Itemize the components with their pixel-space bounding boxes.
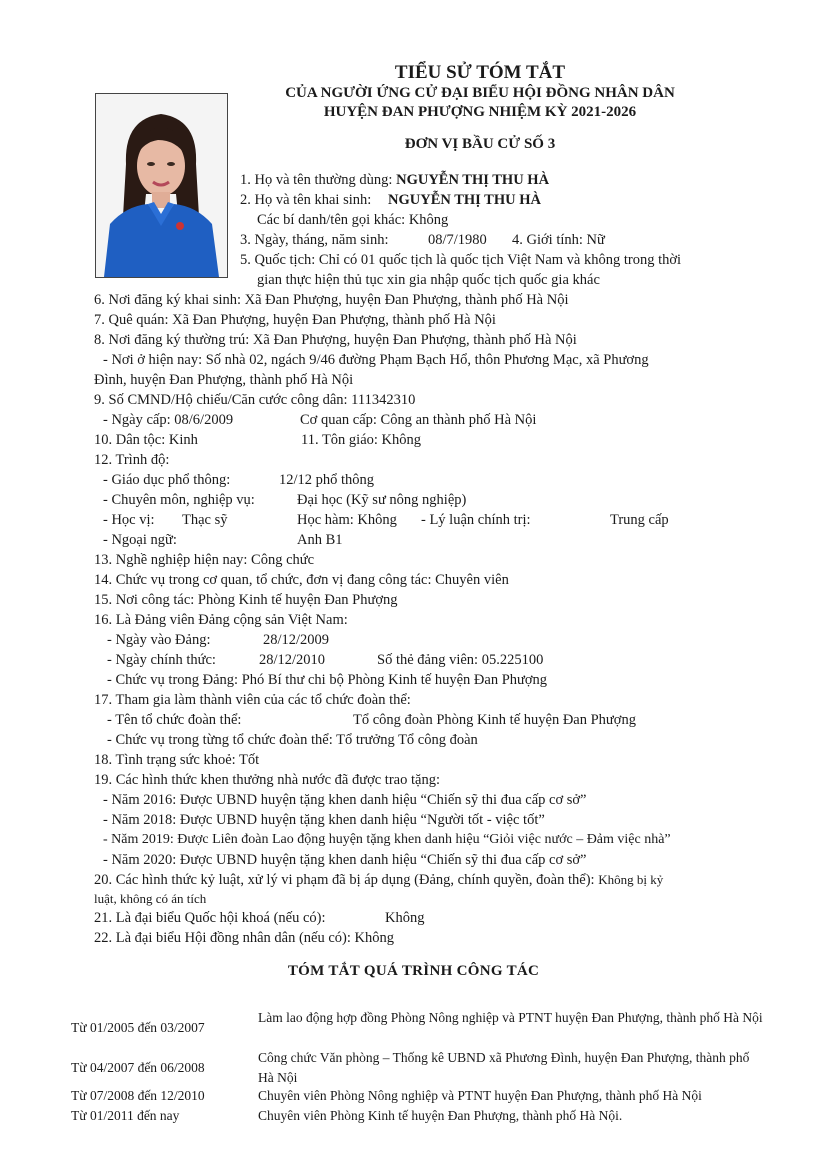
document-title: TIỂU SỬ TÓM TẮT	[394, 62, 566, 83]
political-theory-value: Trung cấp	[610, 512, 669, 528]
general-education-value: 12/12 phổ thông	[279, 472, 375, 488]
document-subtitle-1: CỦA NGƯỜI ỨNG CỬ ĐẠI BIỂU HỘI ĐỒNG NHÂN DÂN	[285, 85, 675, 101]
hometown-line: 7. Quê quán: Xã Đan Phượng, huyện Đan Phượng, thành phố Hà Nội	[94, 312, 496, 328]
award-2019: - Năm 2019: Được Liên đoàn Lao động huyện tặng khen danh hiệu “Giỏi việc nước – Đảm việc nhà”	[103, 832, 671, 847]
nationality-line-1: 5. Quốc tịch: Chỉ có 01 quốc tịch là quốc tịch Việt Nam và không trong thời	[240, 252, 682, 268]
common-name-value: NGUYỄN THỊ THU HÀ	[396, 172, 550, 188]
organization-position-line: - Chức vụ trong từng tổ chức đoàn thể: Tổ trưởng Tổ công đoàn	[107, 732, 478, 748]
line-3	[240, 230, 605, 250]
work-history-row	[0, 1008, 827, 1048]
candidate-portrait-photo	[95, 93, 228, 278]
position-line: 14. Chức vụ trong cơ quan, tổ chức, đơn vị đang công tác: Chuyên viên	[94, 572, 509, 588]
degree-line	[103, 510, 669, 530]
degree-label: - Học vị:	[103, 512, 155, 528]
work-history-row	[0, 1106, 827, 1126]
permanent-residence-line: 8. Nơi đăng ký thường trú: Xã Đan Phượng, huyện Đan Phượng, thành phố Hà Nội	[94, 332, 577, 348]
party-join-value: 28/12/2009	[263, 632, 330, 648]
party-position-line: - Chức vụ trong Đảng: Phó Bí thư chi bộ Phòng Kinh tế huyện Đan Phượng	[107, 672, 548, 688]
organization-name-line	[107, 710, 636, 730]
line-2	[240, 190, 541, 210]
work-period: Từ 01/2005 đến 03/2007	[71, 1020, 205, 1035]
national-assembly-value: Không	[385, 910, 425, 926]
id-issue-date: - Ngày cấp: 08/6/2009	[103, 412, 234, 428]
work-history-row	[0, 1086, 827, 1106]
peoples-council-value: Không	[354, 930, 395, 946]
party-card-number: Số thẻ đảng viên: 05.225100	[377, 652, 544, 668]
language-value: Anh B1	[297, 532, 343, 548]
specialization-line	[103, 490, 467, 510]
organizations-heading: 17. Tham gia làm thành viên của các tổ chức đoàn thể:	[94, 692, 411, 708]
peoples-council-label: 22. Là đại biểu Hội đồng nhân dân (nếu có):	[94, 930, 351, 946]
party-official-line	[107, 650, 544, 670]
general-education-line	[103, 470, 375, 490]
health-line: 18. Tình trạng sức khoẻ: Tốt	[94, 752, 260, 768]
occupation-line: 13. Nghề nghiệp hiện nay: Công chức	[94, 552, 315, 568]
peoples-council-line	[94, 928, 394, 948]
specialization-value: Đại học (Kỹ sư nông nghiệp)	[297, 492, 467, 508]
birth-name-label: 2. Họ và tên khai sinh:	[240, 192, 372, 208]
birth-registration-line: 6. Nơi đăng ký khai sinh: Xã Đan Phượng, huyện Đan Phượng, thành phố Hà Nội	[94, 292, 569, 308]
portrait-image	[96, 94, 227, 277]
national-assembly-label: 21. Là đại biểu Quốc hội khoá (nếu có):	[94, 910, 326, 926]
ethnicity-religion-line	[94, 430, 422, 450]
discipline-line-1	[94, 870, 663, 890]
national-assembly-line	[94, 908, 425, 928]
political-theory-label: - Lý luận chính trị:	[421, 512, 531, 528]
document-subtitle-2: HUYỆN ĐAN PHƯỢNG NHIỆM KỲ 2021-2026	[323, 104, 637, 120]
aliases-value: Không	[408, 212, 449, 228]
nationality-line-2: gian thực hiện thủ tục xin gia nhập quốc tịch quốc gia khác	[257, 272, 600, 288]
birthdate-label: 3. Ngày, tháng, năm sinh:	[240, 232, 389, 248]
current-residence-line-2: Đình, huyện Đan Phượng, thành phố Hà Nội	[94, 372, 354, 388]
awards-heading: 19. Các hình thức khen thưởng nhà nước đã được trao tặng:	[94, 772, 440, 788]
birthdate-value: 08/7/1980	[428, 232, 487, 248]
discipline-value: Không bị kỷ	[598, 872, 664, 887]
line-2b	[257, 210, 448, 230]
id-number-line: 9. Số CMND/Hộ chiếu/Căn cước công dân: 111342310	[94, 392, 416, 408]
party-official-label: - Ngày chính thức:	[107, 652, 216, 668]
religion: 11. Tôn giáo: Không	[301, 432, 422, 448]
work-description: Làm lao động hợp đồng Phòng Nông nghiệp và PTNT huyện Đan Phượng, thành phố Hà Nội	[258, 1010, 763, 1025]
workplace-line: 15. Nơi công tác: Phòng Kinh tế huyện Đan Phượng	[94, 592, 398, 608]
common-name-label: 1. Họ và tên thường dùng:	[240, 172, 393, 188]
language-label: - Ngoại ngữ:	[103, 532, 177, 548]
work-description: Chuyên viên Phòng Nông nghiệp và PTNT huyện Đan Phượng, thành phố Hà Nội	[258, 1088, 702, 1103]
award-2018: - Năm 2018: Được UBND huyện tặng khen danh hiệu “Người tốt - việc tốt”	[103, 812, 545, 828]
party-official-value: 28/12/2010	[259, 652, 326, 668]
ethnicity: 10. Dân tộc: Kinh	[94, 432, 198, 448]
aliases-label: Các bí danh/tên gọi khác:	[257, 212, 406, 228]
line-1	[240, 170, 549, 190]
award-2016: - Năm 2016: Được UBND huyện tặng khen danh hiệu “Chiến sỹ thi đua cấp cơ sở”	[103, 792, 587, 808]
gender-label: 4. Giới tính: Nữ	[512, 232, 605, 248]
general-education-label: - Giáo dục phổ thông:	[103, 472, 231, 488]
id-issuer: Cơ quan cấp: Công an thành phố Hà Nội	[300, 412, 537, 428]
degree-value: Thạc sỹ	[182, 512, 228, 528]
work-period: Từ 04/2007 đến 06/2008	[71, 1060, 205, 1075]
work-period: Từ 01/2011 đến nay	[71, 1108, 180, 1123]
party-join-line	[107, 630, 330, 650]
id-issue-line	[103, 410, 537, 430]
work-history-row	[0, 1048, 827, 1088]
work-description: Công chức Văn phòng – Thống kê UBND xã Phương Đình, huyện Đan Phượng, thành phố Hà Nội	[258, 1050, 750, 1085]
current-residence-line-1: - Nơi ở hiện nay: Số nhà 02, ngách 9/46 đường Phạm Bạch Hổ, thôn Phương Mạc, xã Phương	[103, 352, 649, 368]
discipline-line-2: luật, không có án tích	[94, 891, 207, 906]
work-description: Chuyên viên Phòng Kinh tế huyện Đan Phượng, thành phố Hà Nội.	[258, 1108, 623, 1123]
work-history-title: TÓM TẮT QUÁ TRÌNH CÔNG TÁC	[287, 963, 540, 979]
party-join-label: - Ngày vào Đảng:	[107, 632, 211, 648]
education-heading: 12. Trình độ:	[94, 452, 170, 468]
academic-title: Học hàm: Không	[297, 512, 397, 528]
discipline-label: 20. Các hình thức kỷ luật, xử lý vi phạm đã bị áp dụng (Đảng, chính quyền, đoàn thể):	[94, 872, 595, 888]
work-period: Từ 07/2008 đến 12/2010	[71, 1088, 205, 1103]
language-line	[103, 530, 343, 550]
specialization-label: - Chuyên môn, nghiệp vụ:	[103, 492, 255, 508]
award-2020: - Năm 2020: Được UBND huyện tặng khen danh hiệu “Chiến sỹ thi đua cấp cơ sở”	[103, 852, 587, 868]
party-member-heading: 16. Là Đảng viên Đảng cộng sản Việt Nam:	[94, 612, 348, 628]
electoral-unit: ĐƠN VỊ BẦU CỬ SỐ 3	[404, 136, 556, 152]
document-header	[230, 62, 730, 154]
birth-name-value: NGUYỄN THỊ THU HÀ	[388, 192, 541, 208]
organization-name-label: - Tên tổ chức đoàn thể:	[107, 712, 242, 728]
organization-name-value: Tổ công đoàn Phòng Kinh tế huyện Đan Phượng	[353, 712, 636, 728]
